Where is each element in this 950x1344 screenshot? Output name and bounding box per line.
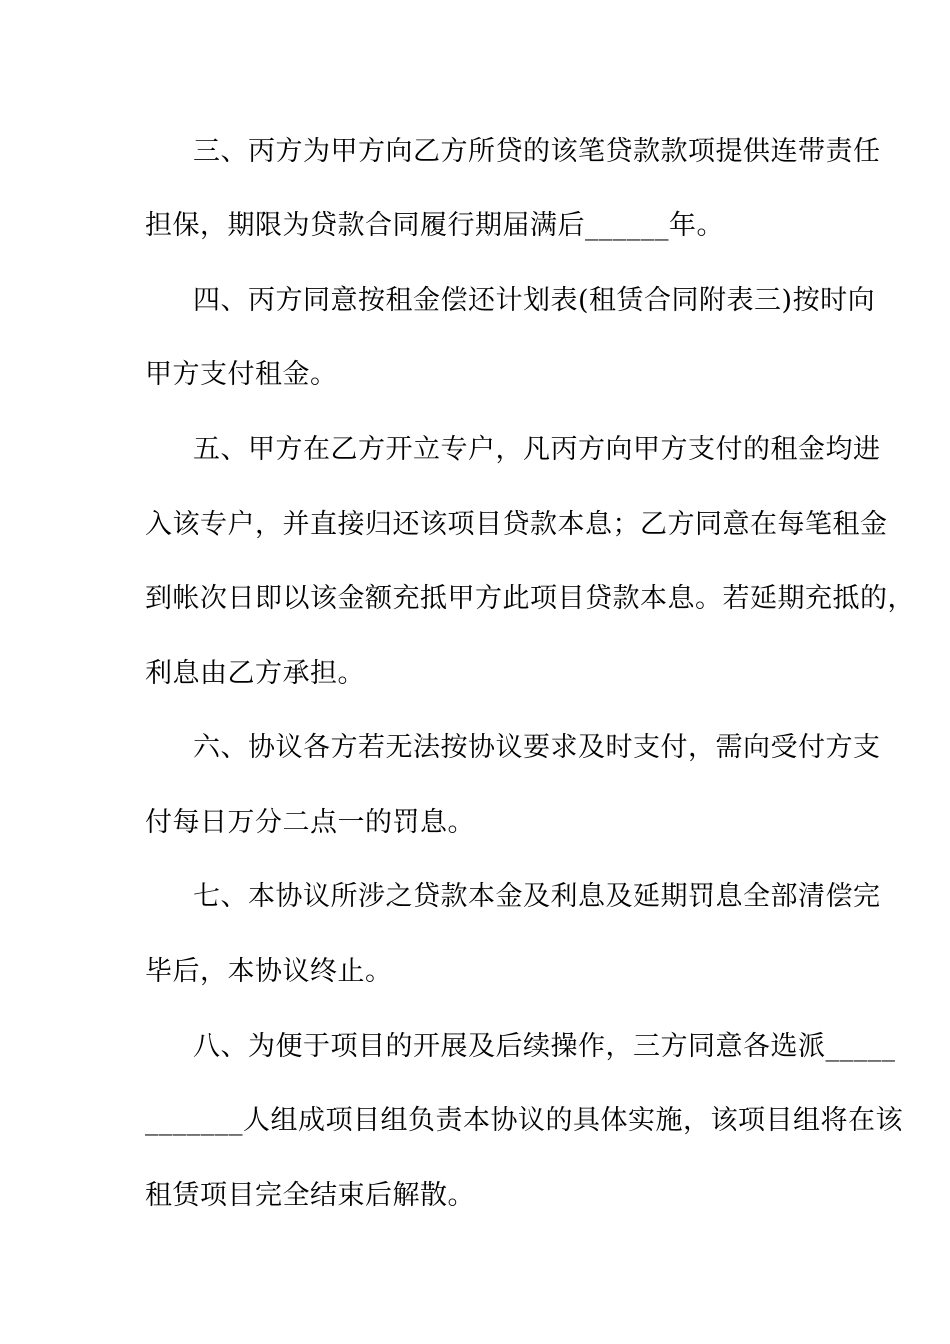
clause-8-line-2: _______人组成项目组负责本协议的具体实施，该项目组将在该	[145, 1105, 903, 1136]
clause-3-line-1: 三、丙方为甲方向乙方所贷的该笔贷款款项提供连带责任	[193, 136, 881, 167]
clause-5-line-4: 利息由乙方承担。	[145, 658, 365, 689]
clause-6-line-1: 六、协议各方若无法按协议要求及时支付，需向受付方支	[193, 732, 881, 763]
clause-8-line-1: 八、为便于项目的开展及后续操作，三方同意各选派_____	[193, 1031, 896, 1062]
clause-5-line-1: 五、甲方在乙方开立专户，凡丙方向甲方支付的租金均进	[193, 434, 881, 465]
clause-7-line-1: 七、本协议所涉之贷款本金及利息及延期罚息全部清偿完	[193, 881, 881, 912]
clause-3-line-2: 担保，期限为贷款合同履行期届满后______年。	[145, 210, 724, 241]
clause-8-line-3: 租赁项目完全结束后解散。	[145, 1180, 475, 1211]
clause-5-line-3: 到帐次日即以该金额充抵甲方此项目贷款本息。若延期充抵的，	[145, 583, 915, 614]
clause-5-line-2: 入该专户，并直接归还该项目贷款本息；乙方同意在每笔租金	[145, 509, 888, 540]
clause-4-line-2: 甲方支付租金。	[145, 359, 338, 390]
clause-6-line-2: 付每日万分二点一的罚息。	[145, 807, 475, 838]
clause-4-line-1: 四、丙方同意按租金偿还计划表(租赁合同附表三)按时向	[193, 285, 876, 316]
clause-7-line-2: 毕后，本协议终止。	[145, 956, 393, 987]
